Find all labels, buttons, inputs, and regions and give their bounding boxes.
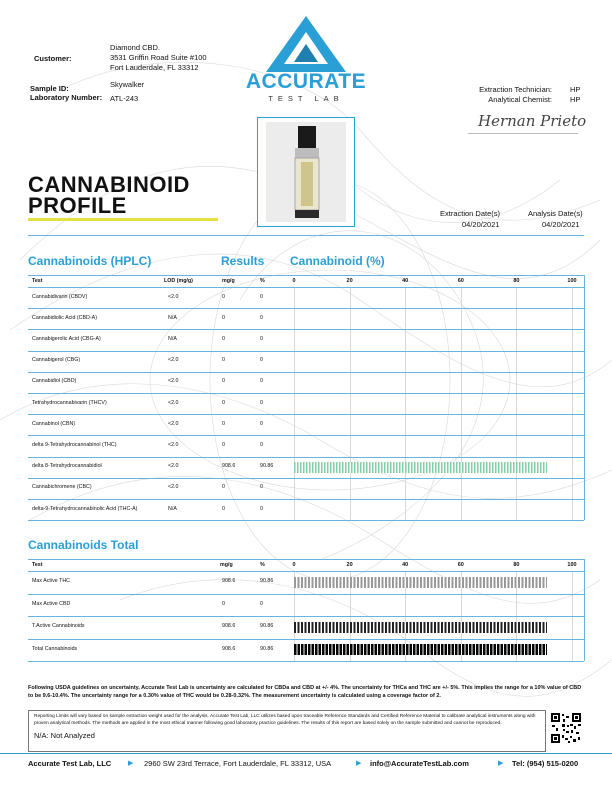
cell-mgg: 908.6 xyxy=(222,578,236,585)
cell-test-name: Cannabichromene (CBC) xyxy=(32,484,92,491)
disclaimer-text: Reporting Limits will vary based on sample extraction weight used for the analysis. Accurate Test Lab, LLC utilizes based upon traceable Reference Standards and Certified Reference Material to calibrate analytical instruments along with proven analytical methods. The methods are applied in the most ethical manner following good laboratory practice guidelines. The results of this report are based solely on the sample submitted and cannot be reproduced. xyxy=(34,714,536,726)
table-row xyxy=(28,308,584,329)
chart-tick-label: 60 xyxy=(457,562,464,568)
company-logo xyxy=(246,14,366,104)
chart-tick-label: 60 xyxy=(457,278,464,284)
cell-mgg: 908.6 xyxy=(222,645,236,652)
footer-arrow-icon: ▶ xyxy=(498,760,504,767)
profile-title xyxy=(28,174,190,216)
cell-mgg: 908.6 xyxy=(222,463,236,470)
chart-tick-label: 0 xyxy=(292,278,296,284)
cell-mgg: 0 xyxy=(222,314,225,321)
cell-pct: 0 xyxy=(260,505,263,512)
extraction-technician-value: HP xyxy=(570,85,581,94)
cell-test-name: delta 9-Tetrahydrocannabinol (THC) xyxy=(32,442,117,448)
table-row xyxy=(28,351,584,372)
cell-lod: N/A xyxy=(168,314,177,321)
chart-tick-label: 40 xyxy=(402,562,409,568)
cell-mgg: 0 xyxy=(222,484,225,491)
row-divider xyxy=(28,661,584,662)
table-row xyxy=(28,372,584,393)
customer-name: Diamond CBD. xyxy=(110,43,161,52)
analytical-chemist-value: HP xyxy=(570,95,581,104)
col-header-mgg: mg/g xyxy=(220,562,233,568)
cell-test-name: Cannabigerol (CBG) xyxy=(32,357,81,364)
logo-subtitle: TEST LAB xyxy=(268,94,344,103)
cell-pct: 0 xyxy=(260,357,263,364)
cell-lod: <2.0 xyxy=(168,463,179,470)
analytical-chemist-label: Analytical Chemist: xyxy=(488,95,552,104)
extraction-date-value: 04/20/2021 xyxy=(462,220,500,229)
col-header-pct: % xyxy=(260,562,265,568)
customer-address-line2: Fort Lauderdale, FL 33312 xyxy=(110,63,199,72)
col-header-test: Test xyxy=(32,562,43,568)
table-top-line xyxy=(28,559,584,560)
sample-id-label: Sample ID: xyxy=(30,84,69,93)
cell-test-name: delta-9-Tetrahydrocannabinolic Acid (THC-A) xyxy=(32,505,138,512)
table-row xyxy=(28,329,584,350)
chart-title: Cannabinoid (%) xyxy=(290,254,385,268)
analysis-date-value: 04/20/2021 xyxy=(542,220,580,229)
chart-tick-label: 20 xyxy=(346,562,353,568)
logo-triangle-icon xyxy=(246,14,366,76)
profile-title-line2: PROFILE xyxy=(28,193,127,218)
title-underline xyxy=(28,218,218,221)
cell-mgg: 908.6 xyxy=(222,623,236,630)
cell-lod: <2.0 xyxy=(168,378,179,385)
cell-pct: 0 xyxy=(260,399,263,406)
results-title: Results xyxy=(221,254,265,268)
cell-test-name: Max Active THC xyxy=(32,578,70,585)
footer-address: 2960 SW 23rd Terrace, Fort Lauderdale, FL 33312, USA xyxy=(144,759,332,768)
table-row xyxy=(28,287,584,308)
cell-lod: <2.0 xyxy=(168,484,179,491)
cell-test-name: Tetrahydrocannabivarin (THCV) xyxy=(32,399,107,406)
product-photo-frame xyxy=(257,117,355,227)
extraction-technician-label: Extraction Technician: xyxy=(479,85,552,94)
col-header-pct: % xyxy=(260,278,265,284)
footer-email[interactable]: info@AccurateTestLab.com xyxy=(370,759,469,768)
cell-lod: <2.0 xyxy=(168,357,179,364)
cell-lod: <2.0 xyxy=(168,442,179,448)
col-header-test: Test xyxy=(32,278,43,284)
footer-company: Accurate Test Lab, LLC xyxy=(28,759,112,768)
cell-mgg: 0 xyxy=(222,420,225,427)
footer-arrow-icon: ▶ xyxy=(128,760,134,767)
table-row xyxy=(28,414,584,435)
cell-mgg: 0 xyxy=(222,378,225,385)
chart-bar xyxy=(294,622,547,633)
cell-test-name: Max Active CBD xyxy=(32,600,71,607)
cell-test-name: Cannabigerolic Acid (CBG-A) xyxy=(32,336,101,342)
cell-test-name: T.Active Cannabinoids xyxy=(32,623,85,630)
uncertainty-note: Following USDA guidelines on uncertainty, Accurate Test Lab is uncertainty are calculated for CBDa and CBD at +/- 4%. The uncertainty for THCa and THC are +/- 5%. This implies the range for a 10% value of CBD to be 9.6-10.4%. The uncertainty range for a 0.30% value of THC would be 0.28-0.32%. The measurement uncertainty is calculated using a coverage factor of 2. xyxy=(28,685,582,699)
totals-section-title: Cannabinoids Total xyxy=(28,538,139,552)
cell-lod: N/A xyxy=(168,505,177,512)
cell-mgg: 0 xyxy=(222,293,225,300)
footer-phone: Tel: (954) 515-0200 xyxy=(512,759,579,768)
footer-arrow-icon: ▶ xyxy=(356,760,362,767)
chart-tick-label: 0 xyxy=(292,562,296,568)
cell-pct: 90.86 xyxy=(260,463,274,470)
cell-test-name: Cannabidivarin (CBDV) xyxy=(32,293,88,300)
cell-mgg: 0 xyxy=(222,505,225,512)
cell-pct: 90.86 xyxy=(260,645,274,652)
col-header-lod: LOD (mg/g) xyxy=(164,278,193,284)
chart-tick-label: 100 xyxy=(567,562,577,568)
product-photo xyxy=(258,118,354,226)
cell-pct: 90.86 xyxy=(260,578,274,585)
chart-tick-label: 100 xyxy=(567,278,577,284)
signature-line xyxy=(468,133,578,134)
cell-lod: <2.0 xyxy=(168,293,179,300)
header-divider xyxy=(28,235,584,236)
cell-test-name: Total Cannabinoids xyxy=(32,645,78,652)
row-divider xyxy=(28,520,584,521)
cell-test-name: Cannabidiolic Acid (CBD-A) xyxy=(32,314,97,321)
customer-label: Customer: xyxy=(34,54,72,63)
disclaimer-box xyxy=(28,710,546,752)
chart-tick-label: 80 xyxy=(513,278,520,284)
cell-pct: 0 xyxy=(260,378,263,385)
chart-bar xyxy=(294,462,547,473)
table-top-line xyxy=(28,275,584,276)
cell-pct: 0 xyxy=(260,336,263,342)
signature: Hernan Prieto xyxy=(478,112,587,130)
chart-tick-label: 20 xyxy=(346,278,353,284)
analysis-date-label: Analysis Date(s) xyxy=(528,209,583,218)
chart-bar xyxy=(294,577,547,588)
cell-pct: 0 xyxy=(260,314,263,321)
chart-tick-label: 40 xyxy=(402,278,409,284)
col-header-mgg: mg/g xyxy=(222,278,235,284)
hplc-section-title: Cannabinoids (HPLC) xyxy=(28,254,152,268)
cell-mgg: 0 xyxy=(222,357,225,364)
extraction-date-label: Extraction Date(s) xyxy=(440,209,501,218)
cell-mgg: 0 xyxy=(222,442,225,448)
cell-lod: N/A xyxy=(168,336,177,342)
chart-bar xyxy=(294,644,547,655)
profile-title-line1: CANNABINOID xyxy=(28,172,190,197)
sample-id-value: Skywalker xyxy=(110,80,145,89)
cell-lod: <2.0 xyxy=(168,420,179,427)
footer-divider xyxy=(0,753,612,754)
cell-pct: 0 xyxy=(260,484,263,491)
qr-code-icon[interactable] xyxy=(550,712,582,744)
cell-pct: 0 xyxy=(260,600,263,607)
cell-lod: <2.0 xyxy=(168,399,179,406)
table-row xyxy=(28,594,584,617)
customer-address-line1: 3531 Griffin Road Suite #100 xyxy=(110,53,207,62)
table-row xyxy=(28,393,584,414)
cell-mgg: 0 xyxy=(222,600,225,607)
table-row xyxy=(28,478,584,499)
lab-number-label: Laboratory Number: xyxy=(30,93,103,102)
cell-test-name: Cannabinol (CBN) xyxy=(32,420,76,427)
cell-pct: 90.86 xyxy=(260,623,274,630)
cell-pct: 0 xyxy=(260,442,263,448)
table-right-border xyxy=(584,275,585,520)
cell-test-name: delta 8-Tetrahydrocannabidiol xyxy=(32,463,102,470)
cell-pct: 0 xyxy=(260,420,263,427)
chart-tick-label: 80 xyxy=(513,562,520,568)
table-right-border xyxy=(584,559,585,661)
cell-test-name: Cannabidiol (CBD) xyxy=(32,378,77,385)
not-analyzed-note: N/A: Not Analyzed xyxy=(34,730,95,740)
lab-number-value: ATL-243 xyxy=(110,94,139,103)
logo-name: ACCURATE xyxy=(245,70,367,93)
cell-mgg: 0 xyxy=(222,399,225,406)
cell-mgg: 0 xyxy=(222,336,225,342)
cell-pct: 0 xyxy=(260,293,263,300)
